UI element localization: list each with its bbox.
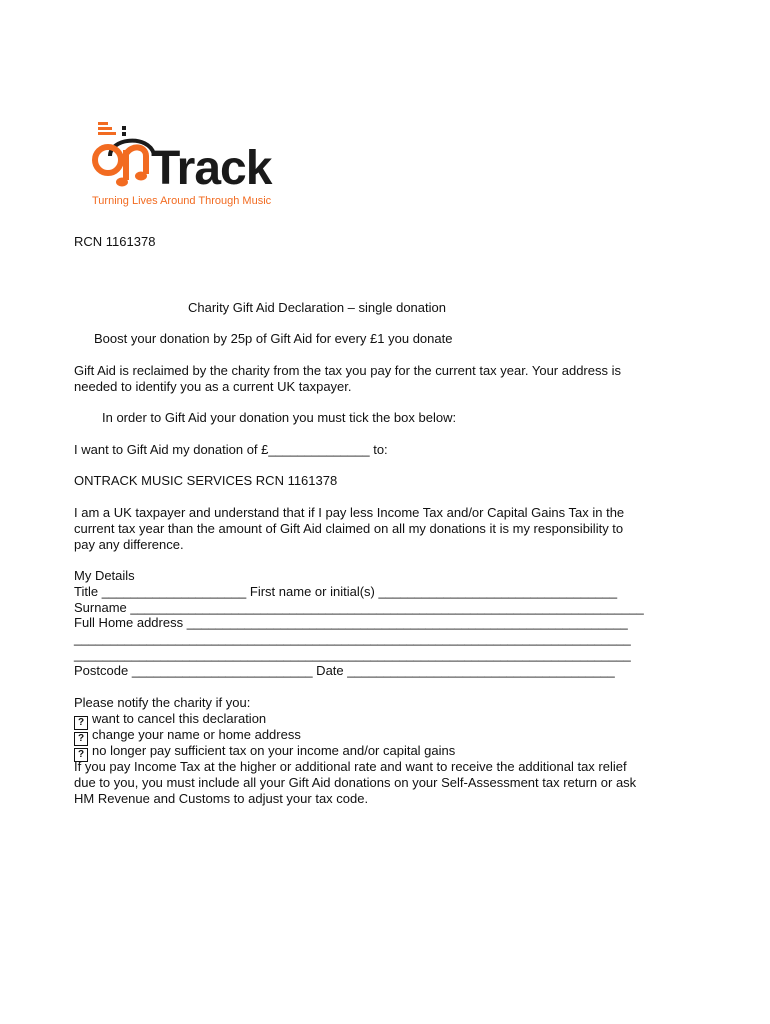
- ontrack-logo-mark: [88, 114, 298, 194]
- logo-eq-dot: [122, 132, 126, 136]
- notify-item-label: want to cancel this declaration: [92, 711, 267, 726]
- charity-name: ONTRACK MUSIC SERVICES RCN 1161378: [74, 473, 338, 488]
- intro-text-line: Gift Aid is reclaimed by the charity from the tax you pay for the current tax year. Your address is: [74, 363, 621, 378]
- declaration-text-line: pay any difference.: [74, 537, 184, 552]
- logo-note-head: [116, 178, 128, 187]
- notify-item-label: change your name or home address: [92, 727, 301, 742]
- logo-eq-bar: [98, 132, 116, 135]
- address-blank-line[interactable]: _____________________________________________________________________________: [74, 631, 631, 646]
- checkbox-icon[interactable]: ?: [74, 732, 88, 746]
- logo-track-word: Track: [151, 142, 272, 194]
- declaration-text-line: I am a UK taxpayer and understand that if I pay less Income Tax and/or Capital Gains Tax in the: [74, 505, 625, 520]
- address-blank-line[interactable]: _____________________________________________________________________________: [74, 647, 631, 662]
- boost-statement: Boost your donation by 25p of Gift Aid for every £1 you donate: [94, 331, 453, 346]
- logo-eq-bar: [98, 127, 112, 130]
- checkbox-icon[interactable]: ?: [74, 748, 88, 762]
- logo-o-ring: [95, 147, 121, 173]
- postcode-and-date-field[interactable]: Postcode _________________________ Date _____________________________________: [74, 663, 615, 678]
- details-heading: My Details: [74, 568, 135, 583]
- higher-rate-text-line: due to you, you must include all your Gift Aid donations on your Self-Assessment tax return or ask: [74, 775, 637, 790]
- logo-eq-dot: [122, 126, 126, 130]
- higher-rate-text-line: HM Revenue and Customs to adjust your tax code.: [74, 791, 369, 806]
- logo-eq-bar: [98, 122, 108, 125]
- checkbox-icon[interactable]: ?: [74, 716, 88, 730]
- home-address-field[interactable]: Full Home address _____________________________________________________________: [74, 615, 628, 630]
- document-title: Charity Gift Aid Declaration – single donation: [188, 300, 446, 315]
- rcn-number: RCN 1161378: [74, 234, 156, 249]
- higher-rate-text-line: If you pay Income Tax at the higher or additional rate and want to receive the additional tax relief: [74, 759, 627, 774]
- surname-field[interactable]: Surname _______________________________________________________________________: [74, 600, 644, 615]
- tick-instruction: In order to Gift Aid your donation you must tick the box below:: [102, 410, 457, 425]
- declaration-text-line: current tax year than the amount of Gift Aid claimed on all my donations it is my responsibility to: [74, 521, 624, 536]
- logo-note-head: [135, 172, 147, 181]
- notify-item-label: no longer pay sufficient tax on your income and/or capital gains: [92, 743, 456, 758]
- notify-heading: Please notify the charity if you:: [74, 695, 251, 710]
- donation-amount-line[interactable]: I want to Gift Aid my donation of £______________ to:: [74, 442, 388, 457]
- intro-text-line: needed to identify you as a current UK taxpayer.: [74, 379, 352, 394]
- title-and-name-field[interactable]: Title ____________________ First name or initial(s) _________________________________: [74, 584, 618, 599]
- logo-tagline: Turning Lives Around Through Music: [92, 195, 272, 207]
